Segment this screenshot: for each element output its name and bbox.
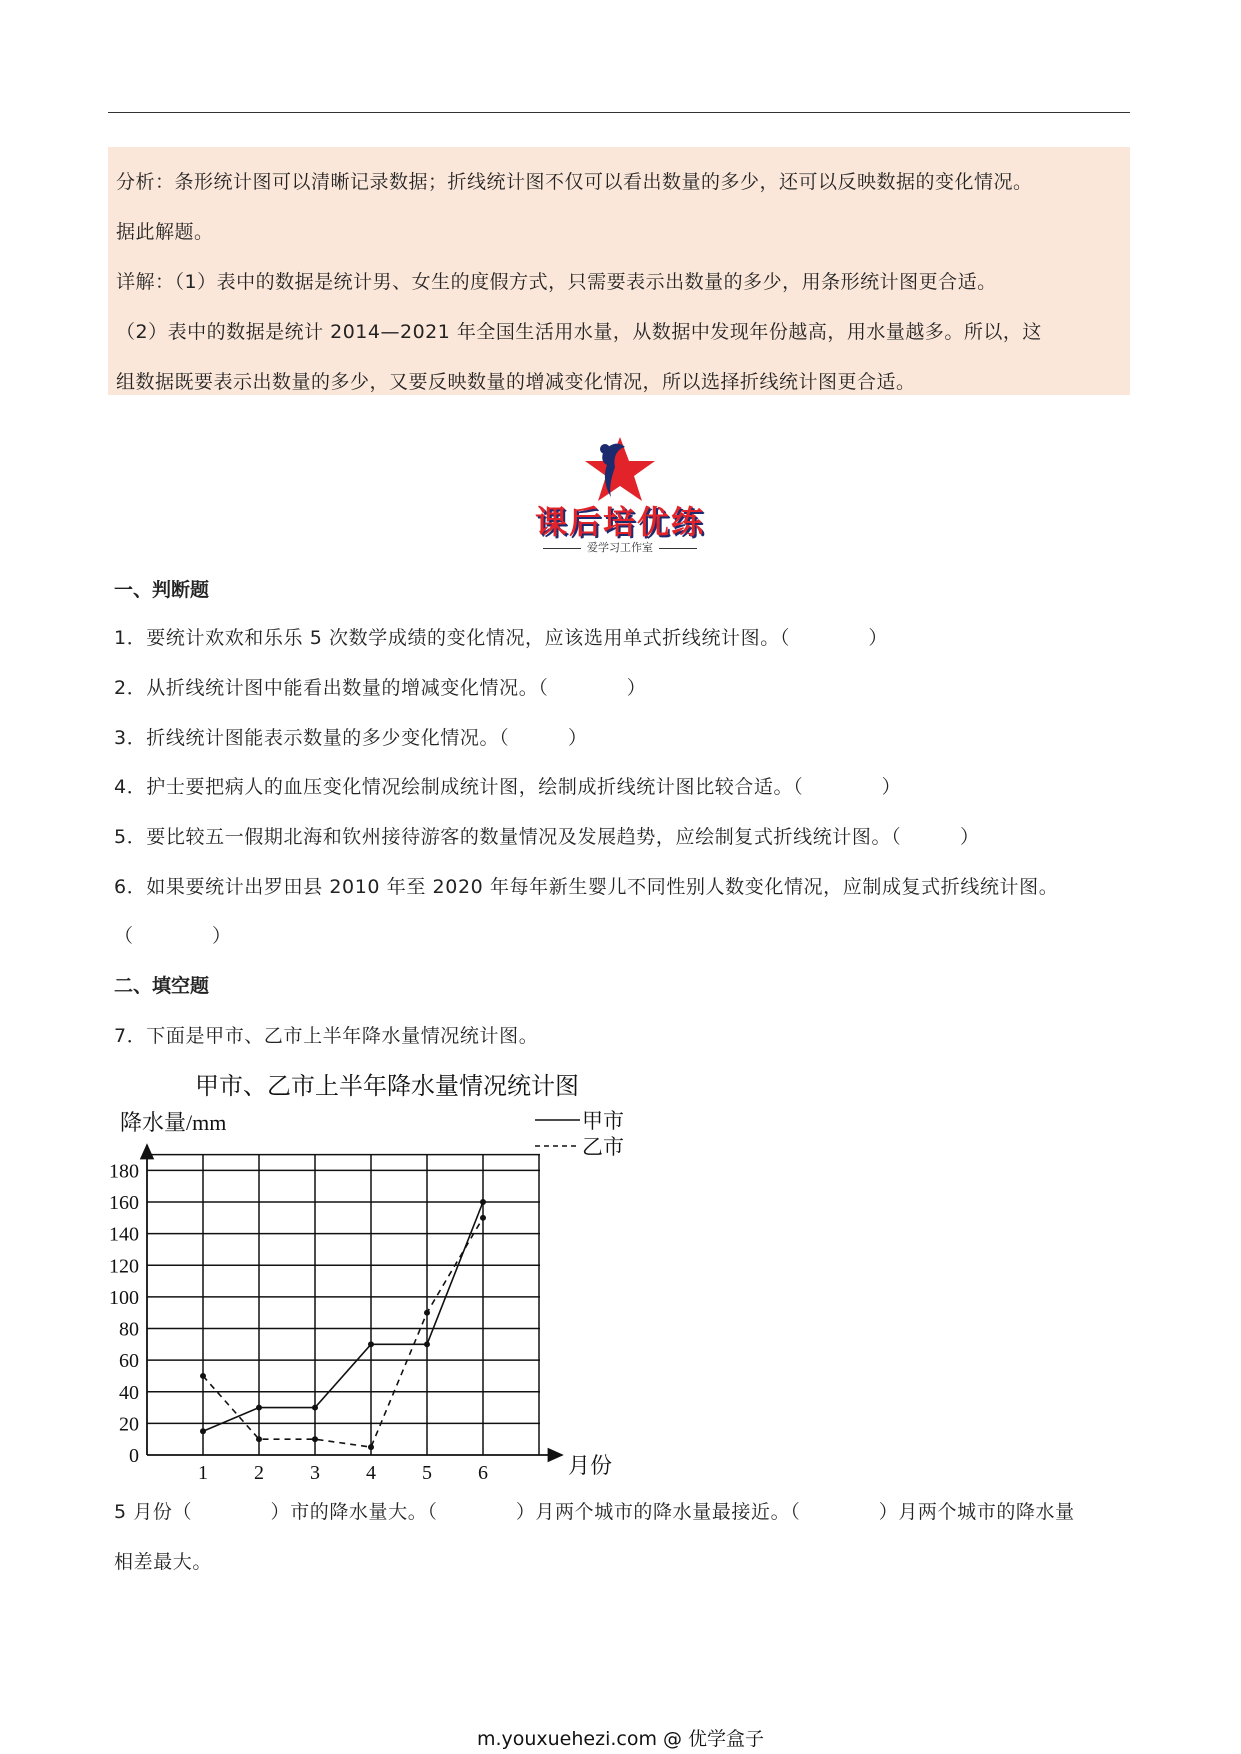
y-axis-label: 降水量/mm — [120, 1110, 227, 1135]
question-7-intro: 7．下面是甲市、乙市上半年降水量情况统计图。 — [114, 1025, 539, 1047]
y-tick-label: 120 — [110, 1255, 139, 1278]
analysis-line: 据此解题。 — [116, 221, 214, 243]
question-2: 2．从折线统计图中能看出数量的增减变化情况。（ ） — [114, 677, 647, 699]
question-1: 1．要统计欢欢和乐乐 5 次数学成绩的变化情况，应该选用单式折线统计图。（ ） — [114, 627, 888, 649]
data-point-jia — [424, 1341, 430, 1347]
legend-label-jia: 甲市 — [582, 1109, 624, 1133]
data-point-jia — [200, 1428, 206, 1434]
question-4: 4．护士要把病人的血压变化情况绘制成统计图，绘制成折线统计图比较合适。（ ） — [114, 776, 902, 798]
question-7-line-2: 相差最大。 — [114, 1551, 213, 1573]
analysis-line: 详解：（1）表中的数据是统计男、女生的度假方式，只需要表示出数量的多少，用条形统计图更合适。 — [116, 271, 997, 293]
data-point-yi — [200, 1373, 206, 1379]
analysis-box — [108, 147, 1130, 395]
section-title-judgement: 一、判断题 — [114, 579, 210, 601]
question-7-line-1: 5 月份（ ）市的降水量大。（ ）月两个城市的降水量最接近。（ ）月两个城市的降水量 — [114, 1501, 1075, 1523]
data-point-yi — [480, 1215, 486, 1221]
x-tick-label: 3 — [310, 1462, 320, 1480]
x-axis-label: 月份 — [568, 1453, 613, 1478]
y-tick-label: 20 — [119, 1413, 139, 1436]
x-tick-label: 5 — [422, 1462, 432, 1480]
chart-title: 甲市、乙市上半年降水量情况统计图 — [195, 1074, 579, 1100]
header-rule — [108, 112, 1130, 113]
legend-label-yi: 乙市 — [582, 1135, 624, 1159]
star-runner-icon — [525, 435, 715, 505]
chart-canvas — [110, 1060, 650, 1480]
data-point-yi — [368, 1444, 374, 1450]
y-tick-label: 100 — [110, 1286, 139, 1309]
series-line-jia — [203, 1202, 483, 1431]
data-point-yi — [256, 1436, 262, 1442]
analysis-line: 组数据既要表示出数量的多少，又要反映数量的增减变化情况，所以选择折线统计图更合适。 — [116, 371, 916, 393]
question-5: 5．要比较五一假期北海和钦州接待游客的数量情况及发展趋势，应绘制复式折线统计图。（ ） — [114, 826, 980, 848]
rainfall-line-chart — [110, 1060, 650, 1480]
question-6: 6．如果要统计出罗田县 2010 年至 2020 年每年新生婴儿不同性别人数变化情况，应制成复式折线统计图。 — [114, 876, 1059, 898]
data-point-jia — [368, 1341, 374, 1347]
y-tick-label: 0 — [129, 1445, 139, 1467]
question-3: 3．折线统计图能表示数量的多少变化情况。（ ） — [114, 727, 588, 749]
data-point-jia — [312, 1405, 318, 1411]
data-point-yi — [424, 1310, 430, 1316]
logo-title: 课后培优练 — [534, 503, 705, 541]
y-tick-label: 160 — [110, 1192, 139, 1214]
y-tick-label: 80 — [119, 1318, 139, 1341]
data-point-jia — [480, 1199, 486, 1205]
x-tick-label: 6 — [478, 1462, 488, 1480]
data-point-yi — [312, 1436, 318, 1442]
y-tick-label: 180 — [110, 1160, 139, 1183]
footer-source: m.youxuehezi.com @ 优学盒子 — [476, 1728, 765, 1750]
y-tick-label: 60 — [119, 1350, 139, 1373]
analysis-line: 分析：条形统计图可以清晰记录数据；折线统计图不仅可以看出数量的多少，还可以反映数据的变化情况。 — [116, 171, 1033, 193]
y-tick-label: 140 — [110, 1223, 139, 1246]
analysis-line: （2）表中的数据是统计 2014—2021 年全国生活用水量，从数据中发现年份越高，用水量越多。所以，这 — [116, 321, 1042, 343]
question-6-answer-paren: （ ） — [114, 925, 232, 947]
data-point-jia — [256, 1405, 262, 1411]
logo — [525, 435, 715, 555]
section-title-fill-blank: 二、填空题 — [114, 975, 210, 997]
x-tick-label: 2 — [254, 1462, 264, 1480]
y-tick-label: 40 — [119, 1381, 139, 1404]
x-tick-label: 1 — [198, 1462, 208, 1480]
x-tick-label: 4 — [366, 1462, 376, 1480]
logo-subtitle: 爱学习工作室 — [525, 539, 715, 555]
